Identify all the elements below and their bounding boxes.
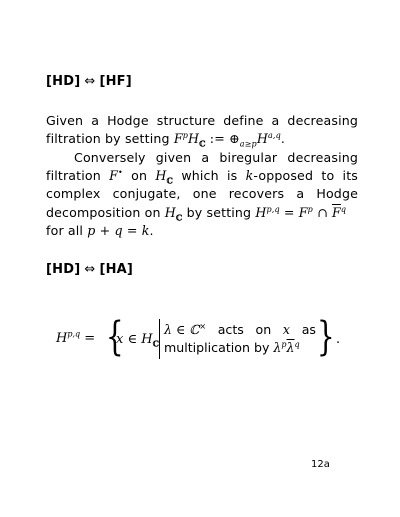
- section-heading-hd-hf: [46, 74, 132, 89]
- para1-text: Given a Hodge structure define a decreasing filtration by setting: [46, 113, 358, 147]
- math-eq: =: [279, 204, 299, 220]
- heading-left: [HD]: [46, 74, 81, 89]
- math-HC: H: [155, 168, 167, 184]
- set-variable: x ∈ $H_ℂ$: [116, 332, 159, 349]
- math-HC2-sub: ℂ: [175, 212, 183, 223]
- equivalence-arrow-icon: ⇔: [84, 262, 96, 277]
- para2-t4: -opposed to its complex conjugate, one recovers a Hodge decomposition on: [46, 168, 358, 220]
- paragraph-hodge-to-filtration: [46, 112, 358, 148]
- math-H: H: [187, 131, 200, 147]
- math-Hpq: H: [255, 204, 267, 220]
- formula-period: .: [336, 332, 341, 347]
- math-Fbar-sup: q: [340, 204, 347, 214]
- equivalence-arrow-icon: ⇔: [84, 74, 96, 89]
- para2-t2: on: [122, 168, 156, 184]
- display-formula-hpq: [56, 315, 356, 367]
- math-k: k: [245, 168, 254, 184]
- math-pqk: p + q = k: [87, 222, 150, 238]
- math-F-bullet: F: [109, 168, 119, 184]
- math-Hpq-sup: p,q: [266, 204, 280, 214]
- math-HC-sub: ℂ: [166, 175, 174, 186]
- paragraph-filtration-to-hodge: [46, 149, 358, 240]
- para2-t6: for all: [46, 222, 88, 238]
- left-brace: {: [105, 314, 124, 360]
- math-Fp-sup: p: [307, 204, 313, 214]
- math-F-sup: p: [182, 131, 188, 141]
- math-cap: ∩: [312, 204, 332, 220]
- heading-right: [HF]: [99, 74, 132, 89]
- set-divider: [159, 319, 160, 359]
- math-F-bullet-sup: •: [118, 168, 123, 178]
- math-assign: := ⊕: [205, 131, 240, 147]
- math-F: F: [173, 131, 183, 147]
- set-condition: λ ∈ ℂ× acts on x as multiplication by $\lambda^p\overline{\lambda}^q$: [164, 321, 316, 355]
- math-H-sub: ℂ: [199, 138, 206, 149]
- math-HC2: H: [164, 204, 176, 220]
- para2-t5: by setting: [182, 204, 256, 220]
- math-oplus-sub: a≥p: [239, 139, 257, 149]
- math-Fbar: $\overline{F}$: [331, 204, 341, 220]
- math-Haq-sup: a,q: [267, 131, 281, 141]
- para1-end: .: [280, 131, 285, 147]
- math-Haq: H: [256, 131, 268, 147]
- math-Fp: F: [298, 204, 308, 220]
- section-heading-hd-ha: [46, 262, 133, 277]
- formula-lhs: H$^{p,q}$ =: [56, 329, 96, 346]
- right-brace: }: [316, 314, 335, 360]
- page-number: 12a: [311, 459, 330, 470]
- heading2-left: [HD]: [46, 262, 81, 277]
- para2-t3: which is: [173, 168, 246, 184]
- heading2-right: [HA]: [99, 262, 134, 277]
- para2-t1: Conversely given a biregular decreasing filtration: [46, 150, 358, 184]
- para2-end: .: [149, 222, 154, 238]
